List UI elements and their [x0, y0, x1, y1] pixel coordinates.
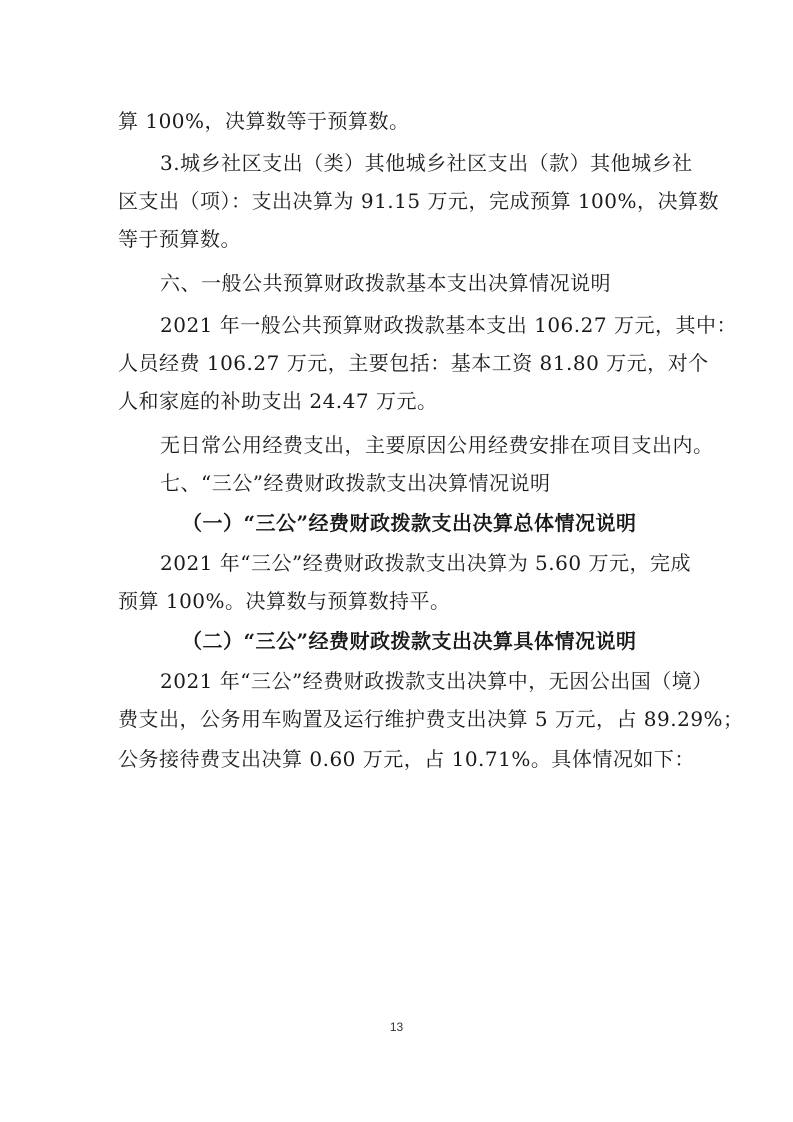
- section-heading: 七、“三公”经费财政拨款支出决算情况说明: [160, 471, 551, 495]
- section-heading: 六、一般公共预算财政拨款基本支出决算情况说明: [160, 271, 611, 295]
- paragraph-line: 区支出（项）：支出决算为 91.15 万元，完成预算 100%，决算数: [118, 189, 720, 213]
- paragraph-line: 等于预算数。: [118, 227, 241, 251]
- paragraph-line: 算 100%，决算数等于预算数。: [118, 109, 410, 133]
- paragraph-line: 2021 年“三公”经费财政拨款支出决算为 5.60 万元，完成: [160, 551, 691, 575]
- paragraph-line: 2021 年一般公共预算财政拨款基本支出 106.27 万元，其中：: [160, 313, 737, 337]
- paragraph-line: 2021 年“三公”经费财政拨款支出决算中，无因公出国（境）: [160, 669, 713, 693]
- paragraph-line: 人和家庭的补助支出 24.47 万元。: [118, 389, 438, 413]
- paragraph-line: 预算 100%。决算数与预算数持平。: [118, 589, 451, 613]
- subsection-heading: （二）“三公”经费财政拨款支出决算具体情况说明: [182, 629, 637, 653]
- paragraph-line: 3.城乡社区支出（类）其他城乡社区支出（款）其他城乡社: [160, 151, 693, 175]
- paragraph-line: 无日常公用经费支出，主要原因公用经费安排在项目支出内。: [160, 433, 714, 457]
- subsection-heading: （一）“三公”经费财政拨款支出决算总体情况说明: [182, 511, 637, 535]
- paragraph-line: 费支出，公务用车购置及运行维护费支出决算 5 万元，占 89.29%；: [118, 707, 744, 731]
- paragraph-line: 人员经费 106.27 万元，主要包括：基本工资 81.80 万元，对个: [118, 351, 709, 375]
- page-number: 13: [389, 1020, 404, 1034]
- paragraph-line: 公务接待费支出决算 0.60 万元，占 10.71%。具体情况如下：: [118, 747, 695, 771]
